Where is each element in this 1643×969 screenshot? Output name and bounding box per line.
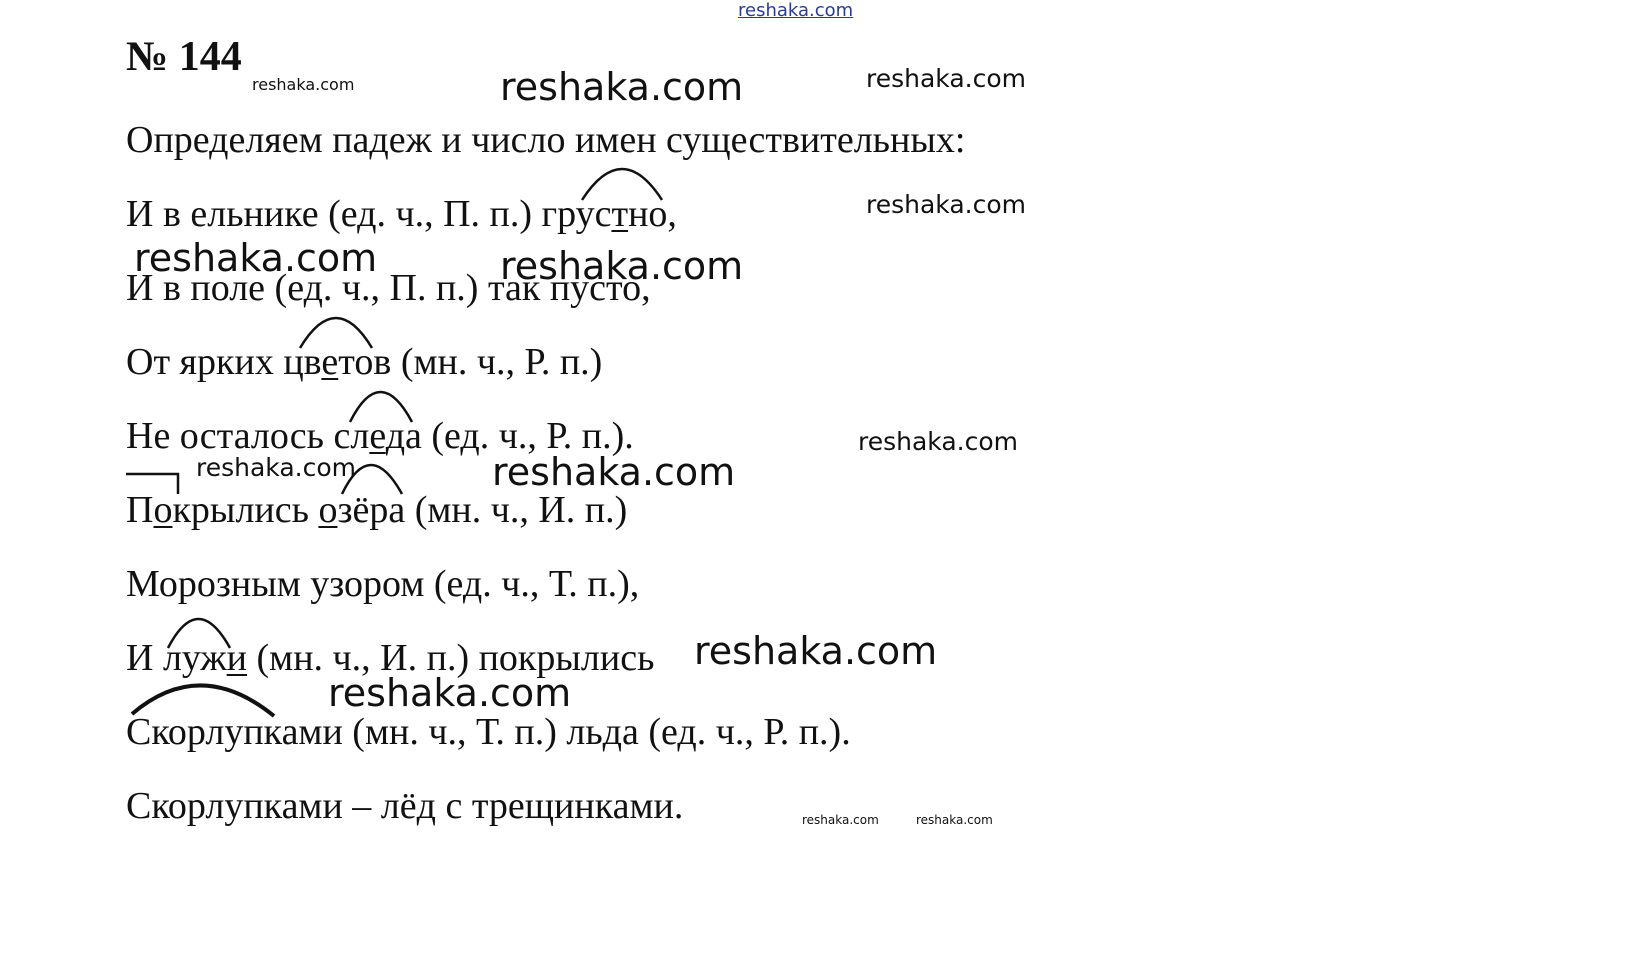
intro-text: Определяем падеж и число имен существительных: (126, 119, 966, 161)
poem-line-5: Покрылись озёра (мн. ч., И. п.) (126, 489, 628, 531)
watermark: reshaka.com (916, 813, 993, 827)
task-number: № 144 (126, 34, 242, 80)
watermark: reshaka.com (694, 629, 938, 673)
watermark: reshaka.com (858, 427, 1018, 456)
poem-line-7: И лужи (мн. ч., И. п.) покрылись (126, 637, 655, 679)
watermark: reshaka.com (252, 75, 355, 94)
poem-line-3: От ярких цветов (мн. ч., Р. п.) (126, 341, 603, 383)
watermark: reshaka.com (866, 64, 1026, 93)
watermark: reshaka.com (500, 65, 744, 109)
poem-line-1: И в ельнике (ед. ч., П. п.) грустно, (126, 193, 677, 235)
poem-line-4: Не осталось следа (ед. ч., Р. п.). (126, 415, 634, 457)
watermark: reshaka.com (328, 671, 572, 715)
watermark: reshaka.com (196, 453, 356, 482)
watermark: reshaka.com (500, 244, 744, 288)
watermark: reshaka.com (134, 236, 378, 280)
poem-line-6: Морозным узором (ед. ч., Т. п.), (126, 563, 640, 605)
watermark: reshaka.com (866, 190, 1026, 219)
watermark: reshaka.com (802, 813, 879, 827)
watermark: reshaka.com (492, 450, 736, 494)
poem-line-8: Скорлупками (мн. ч., Т. п.) льда (ед. ч., Р. п.). (126, 711, 851, 753)
top-watermark-link[interactable]: reshaka.com (738, 0, 854, 21)
poem-line-9: Скорлупками – лёд с трещинками. (126, 785, 684, 827)
poem-line-2: И в поле (ед. ч., П. п.) так пусто, (126, 267, 651, 309)
